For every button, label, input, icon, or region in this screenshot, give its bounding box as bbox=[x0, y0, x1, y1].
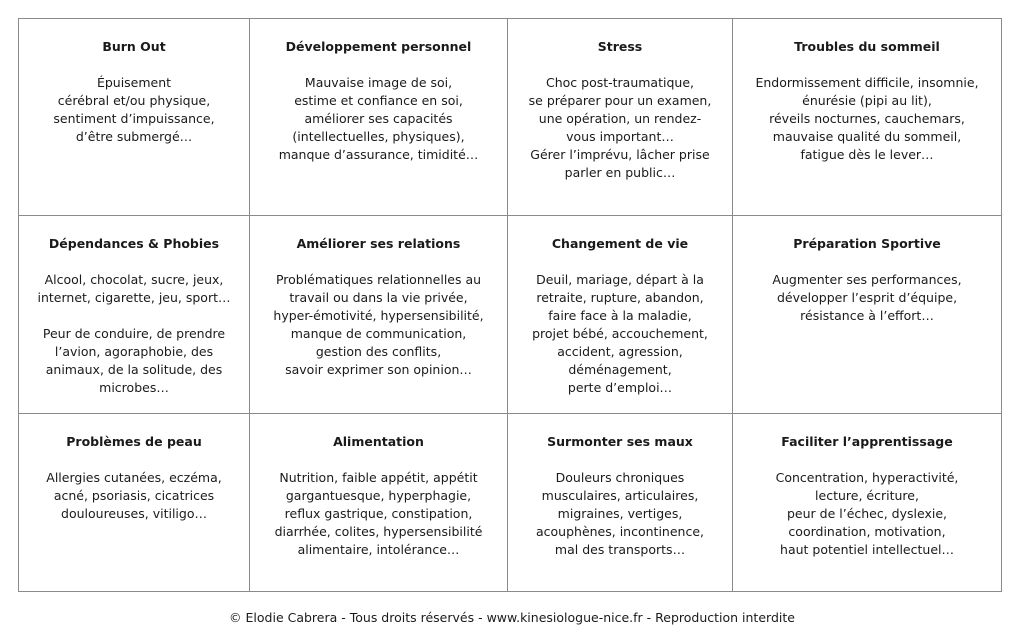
description-line: travail ou dans la vie privée, bbox=[289, 290, 468, 305]
description-paragraph bbox=[25, 74, 243, 146]
theme-description bbox=[25, 271, 243, 397]
theme-description bbox=[25, 74, 243, 146]
theme-cell bbox=[19, 414, 250, 591]
description-line: lecture, écriture, bbox=[815, 488, 919, 503]
description-line: Peur de conduire, de prendre bbox=[42, 326, 226, 341]
description-line: manque de communication, bbox=[290, 326, 467, 341]
description-line: d’être submergé… bbox=[75, 129, 193, 144]
theme-description bbox=[256, 469, 501, 559]
description-line: énurésie (pipi au lit), bbox=[802, 93, 932, 108]
description-line: résistance à l’effort… bbox=[800, 308, 934, 323]
description-paragraph bbox=[739, 74, 995, 164]
description-line: réveils nocturnes, cauchemars, bbox=[769, 111, 965, 126]
description-line: Problématiques relationnelles au bbox=[275, 272, 482, 287]
description-line: parler en public… bbox=[564, 165, 676, 180]
theme-description bbox=[514, 271, 726, 397]
description-paragraph bbox=[514, 469, 726, 559]
description-line: Deuil, mariage, départ à la bbox=[536, 272, 704, 287]
description-line: l’avion, agoraphobie, des bbox=[54, 344, 214, 359]
theme-title: Dépendances & Phobies bbox=[48, 236, 220, 251]
description-line: Concentration, hyperactivité, bbox=[775, 470, 959, 485]
theme-cell bbox=[19, 216, 250, 414]
description-paragraph bbox=[739, 271, 995, 325]
description-line: douloureuses, vitiligo… bbox=[61, 506, 207, 521]
description-line: Mauvaise image de soi, bbox=[304, 75, 453, 90]
description-line: haut potentiel intellectuel… bbox=[780, 542, 954, 557]
description-line: améliorer ses capacités bbox=[304, 111, 453, 126]
description-paragraph bbox=[25, 271, 243, 307]
description-line: faire face à la maladie, bbox=[548, 308, 692, 323]
theme-description bbox=[514, 469, 726, 559]
description-line: déménagement, bbox=[568, 362, 672, 377]
description-line: migraines, vertiges, bbox=[557, 506, 683, 521]
copyright-footer: © Elodie Cabrera - Tous droits réservés - www.kinesiologue-nice.fr - Reproduction interdite bbox=[229, 610, 795, 625]
description-paragraph bbox=[25, 469, 243, 523]
theme-description bbox=[25, 469, 243, 523]
description-line: reflux gastrique, constipation, bbox=[284, 506, 473, 521]
theme-description bbox=[514, 74, 726, 182]
description-line: acouphènes, incontinence, bbox=[535, 524, 704, 539]
theme-description bbox=[256, 74, 501, 164]
description-line: savoir exprimer son opinion… bbox=[285, 362, 472, 377]
description-line: gestion des conflits, bbox=[315, 344, 442, 359]
description-line: Épuisement bbox=[96, 75, 172, 90]
description-line: gargantuesque, hyperphagie, bbox=[285, 488, 472, 503]
theme-title: Développement personnel bbox=[285, 39, 472, 54]
description-line: Alcool, chocolat, sucre, jeux, bbox=[44, 272, 224, 287]
description-line: Allergies cutanées, eczéma, bbox=[46, 470, 222, 485]
description-line: vous important… bbox=[566, 129, 674, 144]
theme-description bbox=[739, 271, 995, 325]
description-line: se préparer pour un examen, bbox=[528, 93, 712, 108]
theme-cell bbox=[508, 414, 733, 591]
theme-title: Problèmes de peau bbox=[66, 434, 202, 449]
description-paragraph bbox=[739, 469, 995, 559]
theme-title: Troubles du sommeil bbox=[794, 39, 940, 54]
description-line: manque d’assurance, timidité… bbox=[278, 147, 479, 162]
theme-cell bbox=[733, 216, 1001, 414]
description-line: Augmenter ses performances, bbox=[772, 272, 962, 287]
theme-description bbox=[739, 469, 995, 559]
themes-grid bbox=[18, 18, 1002, 592]
description-line: (intellectuelles, physiques), bbox=[292, 129, 465, 144]
description-line: sentiment d’impuissance, bbox=[53, 111, 215, 126]
description-paragraph bbox=[514, 271, 726, 397]
theme-title: Alimentation bbox=[333, 434, 424, 449]
description-line: microbes… bbox=[99, 380, 169, 395]
theme-cell bbox=[733, 19, 1001, 216]
description-line: une opération, un rendez- bbox=[538, 111, 702, 126]
theme-cell bbox=[250, 19, 508, 216]
description-line: mauvaise qualité du sommeil, bbox=[772, 129, 962, 144]
theme-title: Surmonter ses maux bbox=[547, 434, 693, 449]
description-line: alimentaire, intolérance… bbox=[297, 542, 460, 557]
description-line: internet, cigarette, jeu, sport… bbox=[37, 290, 231, 305]
theme-cell bbox=[508, 216, 733, 414]
theme-cell bbox=[250, 414, 508, 591]
description-paragraph bbox=[25, 325, 243, 397]
description-line: diarrhée, colites, hypersensibilité bbox=[274, 524, 483, 539]
theme-description bbox=[739, 74, 995, 164]
description-paragraph bbox=[514, 74, 726, 182]
theme-cell bbox=[508, 19, 733, 216]
description-line: cérébral et/ou physique, bbox=[57, 93, 211, 108]
theme-cell bbox=[733, 414, 1001, 591]
description-line: retraite, rupture, abandon, bbox=[536, 290, 704, 305]
theme-cell bbox=[19, 19, 250, 216]
description-paragraph bbox=[256, 469, 501, 559]
description-line: accident, agression, bbox=[557, 344, 683, 359]
description-line: Nutrition, faible appétit, appétit bbox=[279, 470, 478, 485]
theme-title: Préparation Sportive bbox=[793, 236, 941, 251]
description-line: Douleurs chroniques bbox=[555, 470, 685, 485]
description-line: Gérer l’imprévu, lâcher prise bbox=[530, 147, 710, 162]
theme-title: Changement de vie bbox=[551, 236, 689, 251]
theme-title: Faciliter l’apprentissage bbox=[781, 434, 953, 449]
description-line: peur de l’échec, dyslexie, bbox=[786, 506, 948, 521]
theme-title: Stress bbox=[597, 39, 643, 54]
description-line: fatigue dès le lever… bbox=[800, 147, 934, 162]
description-line: musculaires, articulaires, bbox=[541, 488, 699, 503]
theme-title: Améliorer ses relations bbox=[296, 236, 461, 251]
description-line: acné, psoriasis, cicatrices bbox=[53, 488, 215, 503]
description-line: développer l’esprit d’équipe, bbox=[776, 290, 958, 305]
description-line: hyper-émotivité, hypersensibilité, bbox=[273, 308, 484, 323]
theme-cell bbox=[250, 216, 508, 414]
description-line: Endormissement difficile, insomnie, bbox=[755, 75, 979, 90]
description-line: perte d’emploi… bbox=[567, 380, 673, 395]
description-line: estime et confiance en soi, bbox=[294, 93, 463, 108]
description-line: animaux, de la solitude, des bbox=[45, 362, 223, 377]
description-line: coordination, motivation, bbox=[788, 524, 946, 539]
description-line: projet bébé, accouchement, bbox=[532, 326, 708, 341]
theme-title: Burn Out bbox=[102, 39, 166, 54]
description-line: Choc post-traumatique, bbox=[545, 75, 694, 90]
theme-description bbox=[256, 271, 501, 379]
description-line: mal des transports… bbox=[554, 542, 686, 557]
description-paragraph bbox=[256, 271, 501, 379]
description-paragraph bbox=[256, 74, 501, 164]
